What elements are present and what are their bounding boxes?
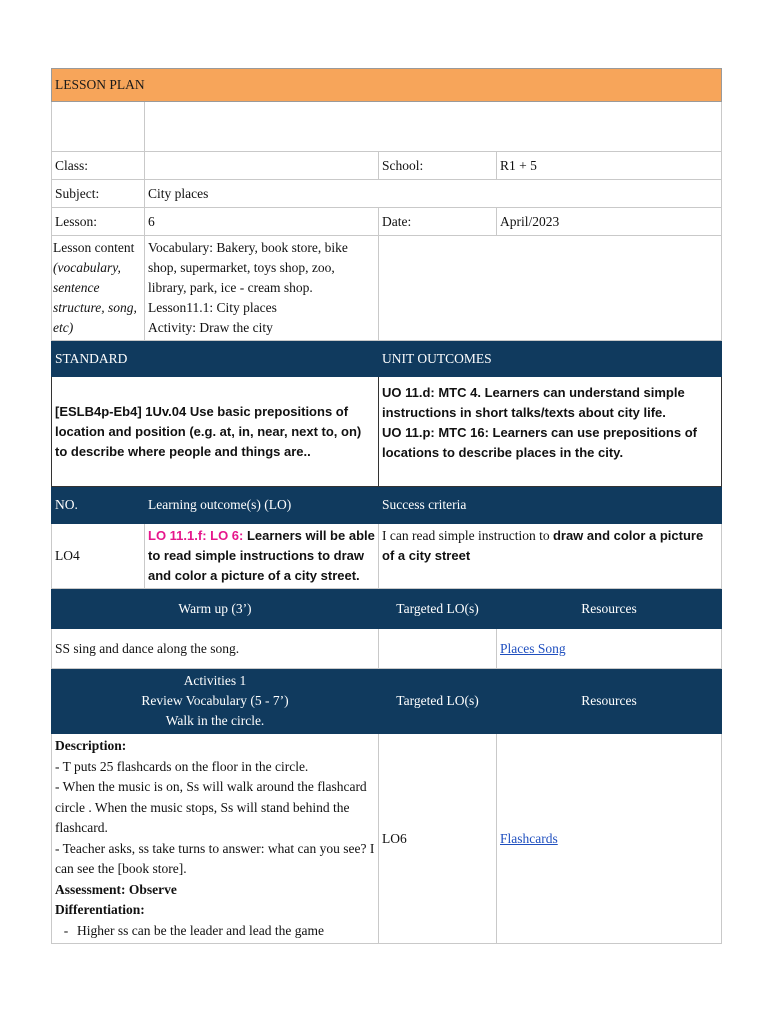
- standard-heading: STANDARD: [52, 341, 379, 377]
- places-song-link[interactable]: Places Song: [500, 640, 566, 656]
- warmup-heading-row: [52, 589, 722, 629]
- activity1-description-cell: [52, 734, 379, 944]
- warmup-targeted-heading: Targeted LO(s): [379, 589, 497, 629]
- activity1-step-1: - T puts 25 flashcards on the floor in the circle.: [55, 758, 309, 774]
- success-criteria-cell: [379, 524, 722, 589]
- warmup-heading: Warm up (3’): [52, 589, 379, 629]
- activity1-heading-row: [52, 669, 722, 734]
- lesson-label: Lesson:: [52, 208, 145, 236]
- title-row: [52, 69, 722, 102]
- class-value: [145, 152, 379, 180]
- lesson-content-label-cell: [52, 236, 145, 341]
- lesson-row: [52, 208, 722, 236]
- outcome-row: [52, 524, 722, 589]
- activity1-resources-heading: Resources: [497, 669, 722, 734]
- activity1-game-name: Walk in the circle.: [165, 713, 265, 728]
- outcome-code: LO 11.1.f: LO 6:: [148, 528, 244, 543]
- differentiation-list: [55, 921, 375, 942]
- activity1-heading-cell: [52, 669, 379, 734]
- activity1-step-2: - When the music is on, Ss will walk around the flashcard circle . When the music stops, Ss will stand behind the flashcard.: [55, 779, 367, 835]
- lesson-content-note: (vocabulary, sentence structure, song, etc): [53, 260, 137, 335]
- class-row: [52, 152, 722, 180]
- differentiation-label: Differentiation:: [55, 902, 145, 917]
- subject-row: [52, 180, 722, 208]
- warmup-targeted: [379, 629, 497, 669]
- activity1-heading: Activities 1: [183, 673, 247, 688]
- flashcards-link[interactable]: Flashcards: [500, 830, 558, 846]
- school-label: School:: [379, 152, 497, 180]
- warmup-resources-cell: [497, 629, 722, 669]
- activity1-resources-cell: [497, 734, 722, 944]
- standard-text: [ESLB4p-Eb4] 1Uv.04 Use basic prepositions of location and position (e.g. at, in, near, next to, on) to describe where people and things are..: [52, 377, 379, 487]
- unit-outcomes-heading: UNIT OUTCOMES: [379, 341, 722, 377]
- subject-label: Subject:: [52, 180, 145, 208]
- outcomes-heading-row: [52, 487, 722, 524]
- no-heading: NO.: [52, 487, 145, 524]
- activity1-step-3: - Teacher asks, ss take turns to answer: what can you see? I can see the [book store].: [55, 840, 375, 876]
- outcome-text: Learners will be able to read simple instructions to draw and color a picture of a city street.: [148, 528, 375, 583]
- unit-outcome-1: UO 11.d: MTC 4. Learners can understand simple instructions in short talks/texts about city life.: [382, 385, 685, 420]
- assessment-label: Assessment: Observe: [55, 881, 177, 897]
- activity1-targeted-heading: Targeted LO(s): [379, 669, 497, 734]
- success-criteria-bold: draw and color a picture of a city street: [382, 528, 704, 563]
- activity1-targeted: LO6: [379, 734, 497, 944]
- lesson-content-empty: [379, 236, 722, 341]
- learning-outcome-heading: Learning outcome(s) (LO): [145, 487, 379, 524]
- activity1-subheading: Review Vocabulary (5 - 7’): [141, 693, 289, 708]
- activity1-row: [52, 734, 722, 944]
- warmup-row: [52, 629, 722, 669]
- vocabulary-line: Vocabulary: Bakery, book store, bike shop, supermarket, toys shop, zoo, library, park, ice - cream shop.: [148, 240, 348, 295]
- lesson-content-label: Lesson content: [53, 240, 135, 255]
- class-label: Class:: [52, 152, 145, 180]
- differentiation-item: - Higher ss can be the leader and lead the game: [77, 921, 375, 942]
- description-label: Description:: [55, 738, 127, 753]
- standard-row: [52, 377, 722, 487]
- lesson-content-cell: [145, 236, 379, 341]
- activity-line: Activity: Draw the city: [148, 320, 273, 335]
- standard-heading-row: [52, 341, 722, 377]
- lesson-plan-table: [51, 68, 722, 944]
- success-criteria-plain: I can read simple instruction to: [382, 528, 553, 543]
- warmup-text: SS sing and dance along the song.: [52, 629, 379, 669]
- warmup-resources-heading: Resources: [497, 589, 722, 629]
- school-value: R1 + 5: [497, 152, 722, 180]
- lesson-content-row: [52, 236, 722, 341]
- outcome-text-cell: [145, 524, 379, 589]
- date-label: Date:: [379, 208, 497, 236]
- blank-cell-wide: [145, 102, 722, 152]
- unit-outcomes-cell: [379, 377, 722, 487]
- unit-outcome-2: UO 11.p: MTC 16: Learners can use prepositions of locations to describe places in the city.: [382, 425, 697, 460]
- success-criteria-heading: Success criteria: [379, 487, 722, 524]
- outcome-no: LO4: [52, 524, 145, 589]
- blank-cell: [52, 102, 145, 152]
- subject-value: City places: [145, 180, 722, 208]
- lesson-plan-title: LESSON PLAN: [52, 69, 722, 102]
- blank-row: [52, 102, 722, 152]
- lesson-value: 6: [145, 208, 379, 236]
- lesson-line: Lesson11.1: City places: [148, 300, 277, 315]
- lesson-plan-document: [51, 68, 721, 944]
- date-value: April/2023: [497, 208, 722, 236]
